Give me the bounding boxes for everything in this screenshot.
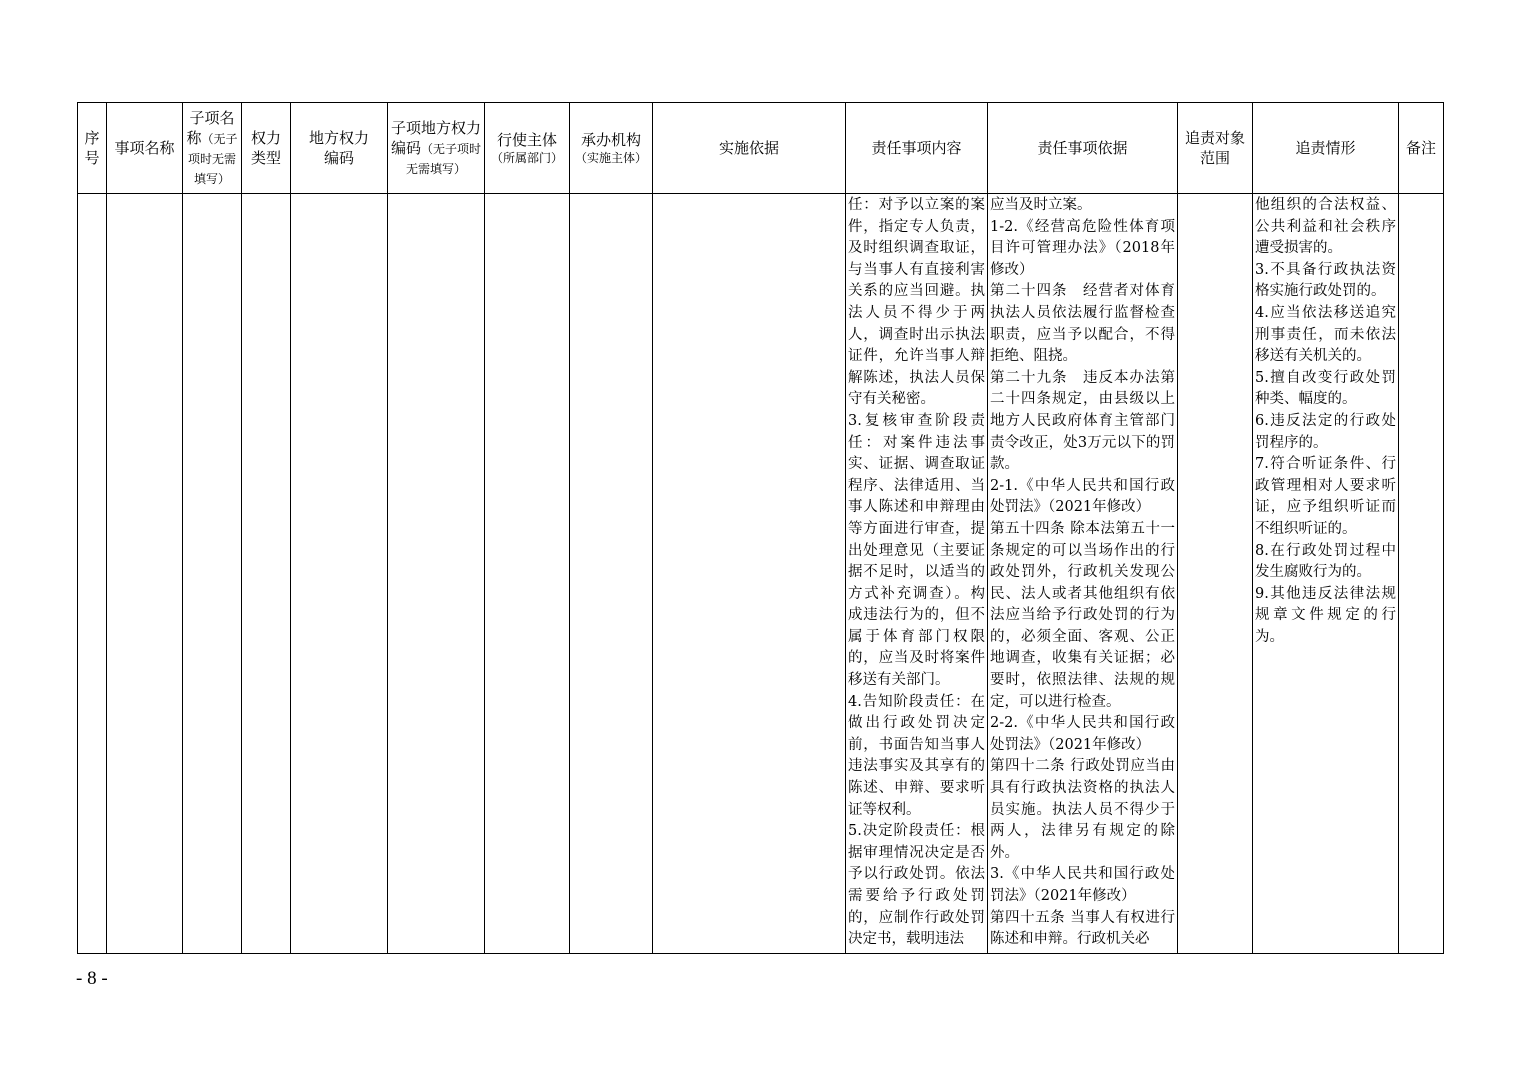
cell-undertaking-agency [570,194,653,954]
resp-content-paragraph: 5.决定阶段责任：根据审理情况决定是否予以行政处罚。依法需要给予行政处罚的，应制作行政处罚决定书，载明违法 [848,823,985,948]
cell-sub-item-name [183,194,242,954]
resp-basis-paragraph: 1-2.《经营高危险性体育项目许可管理办法》（2018年修改） [990,218,1175,278]
header-responsibility-content: 责任事项内容 [846,103,988,194]
resp-basis-paragraph: 应当及时立案。 [990,197,1092,213]
header-seq: 序号 [78,103,107,194]
header-power-type: 权力类型 [242,103,291,194]
resp-basis-paragraph: 第四十二条 行政处罚应当由具有行政执法资格的执法人员实施。执法人员不得少于两人，法律另有规定的除外。 [990,758,1175,861]
header-implementation-basis: 实施依据 [653,103,846,194]
situation-item: 9.其他违反法律法规规章文件规定的行为。 [1255,585,1396,645]
cell-accountability-scope [1178,194,1253,954]
table-row [78,194,1444,954]
resp-basis-paragraph: 第五十四条 除本法第五十一条规定的可以当场作出的行政处罚外，行政机关发现公民、法人或者其他组织有依法应当给予行政处罚的行为的，必须全面、客观、公正地调查，收集有关证据；必要时，依照法律、法规的规定，可以进行检查。 [990,520,1175,710]
resp-basis-paragraph: 第四十五条 当事人有权进行陈述和申辩。行政机关必 [990,909,1175,948]
header-accountability-scope: 追责对象范围 [1178,103,1253,194]
cell-remark [1399,194,1444,954]
resp-basis-paragraph: 2-2.《中华人民共和国行政处罚法》（2021年修改） [990,715,1175,753]
cell-responsibility-basis [988,194,1178,954]
cell-implementation-basis [653,194,846,954]
page-number: - 8 - [76,968,108,989]
header-accountability-situation: 追责情形 [1253,103,1399,194]
resp-basis-paragraph: 3.《中华人民共和国行政处罚法》（2021年修改） [990,866,1175,904]
header-exercise-subject: 行使主体 （所属部门） [485,103,570,194]
header-sub-local-code: 子项地方权力编码（无子项时无需填写） [388,103,485,194]
header-item-name: 事项名称 [107,103,183,194]
header-responsibility-basis: 责任事项依据 [988,103,1178,194]
situation-item: 3.不具备行政执法资格实施行政处罚的。 [1255,261,1396,300]
header-sub-item-name: 子项名称（无子项时无需填写） [183,103,242,194]
situation-item: 5.擅自改变行政处罚种类、幅度的。 [1255,369,1396,408]
situation-item: 他组织的合法权益、公共利益和社会秩序遭受损害的。 [1255,197,1396,257]
header-local-code: 地方权力编码 [291,103,388,194]
situation-item: 4.应当依法移送追究刑事责任，而未依法移送有关机关的。 [1255,304,1396,365]
cell-responsibility-content [846,194,988,954]
situation-item: 6.违反法定的行政处罚程序的。 [1255,412,1396,451]
resp-content-paragraph: 任：对予以立案的案件，指定专人负责，及时组织调查取证，与当事人有直接利害关系的应当回避。执法人员不得少于两人，调查时出示执法证件，允许当事人辩解陈述，执法人员保守有关秘密。 [848,197,985,408]
resp-content-paragraph: 4.告知阶段责任：在做出行政处罚决定前，书面告知当事人违法事实及其享有的陈述、申辩、要求听证等权利。 [848,693,985,818]
cell-local-code [291,194,388,954]
cell-accountability-situation [1253,194,1399,954]
cell-item-name [107,194,183,954]
resp-basis-paragraph: 第二十九条 违反本办法第二十四条规定，由县级以上地方人民政府体育主管部门责令改正，处3万元以下的罚款。 [990,369,1175,473]
header-remark: 备注 [1399,103,1444,194]
responsibility-table [77,102,1444,954]
resp-content-paragraph: 3.复核审查阶段责任：对案件违法事实、证据、调查取证程序、法律适用、当事人陈述和申辩理由等方面进行审查，提出处理意见（主要证据不足时，以适当的方式补充调查）。构成违法行为的，但不属于体育部门权限的，应当及时将案件移送有关部门。 [848,412,985,689]
cell-power-type [242,194,291,954]
cell-exercise-subject [485,194,570,954]
header-row [78,103,1444,194]
cell-sub-local-code [388,194,485,954]
situation-item: 7.符合听证条件、行政管理相对人要求听证，应予组织听证而不组织听证的。 [1255,456,1396,537]
cell-seq [78,194,107,954]
resp-basis-paragraph: 2-1.《中华人民共和国行政处罚法》（2021年修改） [990,477,1175,516]
resp-basis-paragraph: 第二十四条 经营者对体育执法人员依法履行监督检查职责，应当予以配合，不得拒绝、阻挠。 [990,283,1175,365]
situation-item: 8.在行政处罚过程中发生腐败行为的。 [1255,542,1396,581]
header-undertaking-agency: 承办机构 （实施主体） [570,103,653,194]
